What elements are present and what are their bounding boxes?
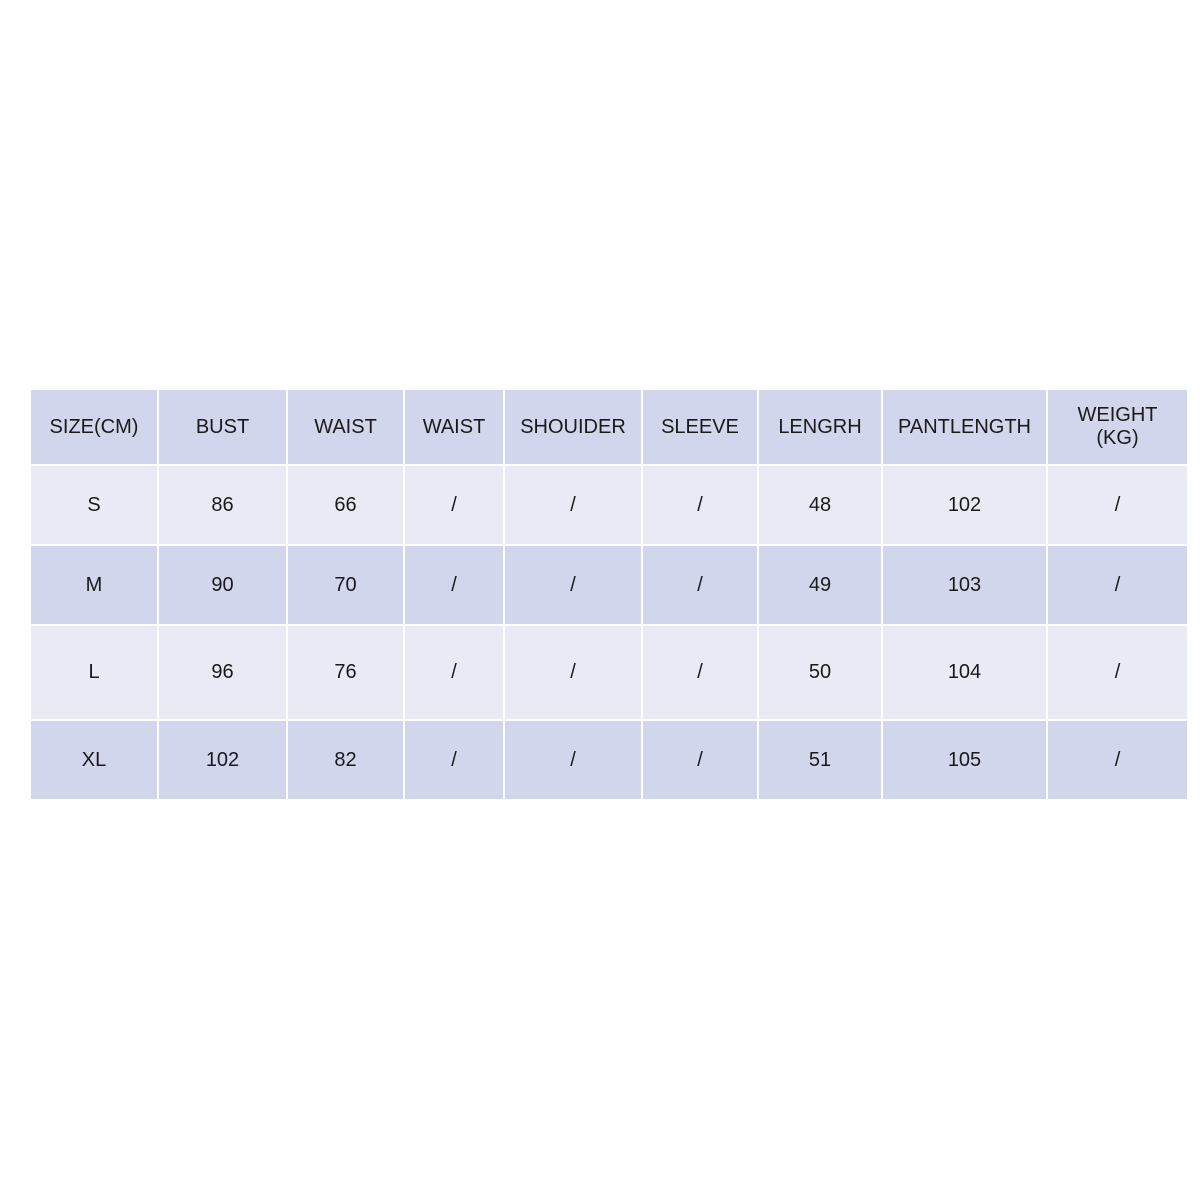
header-pant-length: PANTLENGTH	[883, 390, 1046, 464]
header-shoulder: SHOUIDER	[505, 390, 641, 464]
header-waist: WAIST	[288, 390, 403, 464]
cell-weight: /	[1048, 546, 1187, 624]
cell-weight: /	[1048, 626, 1187, 719]
cell-length: 51	[759, 721, 881, 799]
header-weight-line1: WEIGHT	[1077, 404, 1158, 426]
header-size: SIZE(CM)	[31, 390, 157, 464]
cell-pant-length: 104	[883, 626, 1046, 719]
cell-waist: 82	[288, 721, 403, 799]
cell-size: S	[31, 466, 157, 544]
table-header-row	[31, 390, 1187, 464]
cell-sleeve: /	[643, 466, 757, 544]
cell-waist-2: /	[405, 466, 503, 544]
header-bust: BUST	[159, 390, 286, 464]
header-length: LENGRH	[759, 390, 881, 464]
cell-shoulder: /	[505, 626, 641, 719]
table-row	[31, 626, 1187, 719]
header-sleeve: SLEEVE	[643, 390, 757, 464]
header-weight	[1048, 390, 1187, 464]
cell-pant-length: 103	[883, 546, 1046, 624]
cell-bust: 86	[159, 466, 286, 544]
header-weight-line2: (KG)	[1096, 427, 1139, 449]
cell-shoulder: /	[505, 546, 641, 624]
cell-length: 50	[759, 626, 881, 719]
table-row	[31, 546, 1187, 624]
cell-shoulder: /	[505, 466, 641, 544]
cell-length: 48	[759, 466, 881, 544]
cell-size: XL	[31, 721, 157, 799]
table-row	[31, 721, 1187, 799]
table-row	[31, 466, 1187, 544]
cell-bust: 90	[159, 546, 286, 624]
cell-waist-2: /	[405, 626, 503, 719]
cell-size: L	[31, 626, 157, 719]
cell-waist-2: /	[405, 721, 503, 799]
cell-waist: 66	[288, 466, 403, 544]
header-waist-2: WAIST	[405, 390, 503, 464]
cell-weight: /	[1048, 466, 1187, 544]
cell-pant-length: 102	[883, 466, 1046, 544]
cell-pant-length: 105	[883, 721, 1046, 799]
cell-shoulder: /	[505, 721, 641, 799]
cell-bust: 102	[159, 721, 286, 799]
cell-waist: 76	[288, 626, 403, 719]
cell-size: M	[31, 546, 157, 624]
cell-waist-2: /	[405, 546, 503, 624]
cell-weight: /	[1048, 721, 1187, 799]
cell-sleeve: /	[643, 546, 757, 624]
cell-sleeve: /	[643, 721, 757, 799]
cell-waist: 70	[288, 546, 403, 624]
cell-sleeve: /	[643, 626, 757, 719]
cell-length: 49	[759, 546, 881, 624]
cell-bust: 96	[159, 626, 286, 719]
size-chart-table	[29, 388, 1189, 801]
